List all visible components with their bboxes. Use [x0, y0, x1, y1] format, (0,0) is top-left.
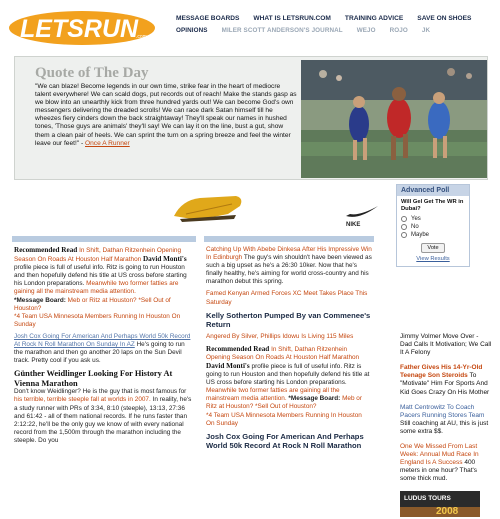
story-extra-link[interactable]: Meanwhile two former fatties are gaining all the mainstream media attention.: [206, 387, 340, 403]
story-body: Don't know Weidlinger? He is the guy that is most famous for: [14, 388, 187, 396]
sidebar-story-link[interactable]: Father Gives His 14-Yr-Old Teenage Son Steroids: [400, 364, 483, 380]
radio-button[interactable]: [401, 232, 407, 238]
nav-opinions[interactable]: OPINIONS: [176, 27, 208, 34]
poll-option-label: No: [411, 224, 419, 230]
site-header: [0, 0, 500, 54]
sidebar-story: [400, 364, 492, 396]
story-headline-link[interactable]: In Shift, Dathan Ritzenhein Opening Season On Roads At Houston Half Marathon: [14, 247, 182, 264]
story-headline[interactable]: Günther Weidlinger Looking For History At Vienna Marathon: [14, 369, 173, 388]
sidebar-story-link[interactable]: One We Missed From Last Week: Annual Mud Race In England Is A Success: [400, 443, 479, 467]
poll-question: Will Gel Get The WR in Dubai?: [401, 199, 464, 212]
story-body: He's going to run the marathon and then go another 20 laps on the Sun Devil track. Pretty cool if you ask us.: [14, 341, 185, 365]
sidebar-story: [400, 443, 492, 483]
logo-suffix: .com: [136, 34, 147, 40]
recommended-read-label: Recommended Read: [206, 344, 270, 353]
nav-what-is-letsrun[interactable]: WHAT IS LETSRUN.COM: [253, 15, 331, 22]
message-board-link[interactable]: *Sell Out of Houston?: [14, 296, 171, 312]
message-board-label: *Message Board:: [14, 296, 66, 304]
letsrun-logo[interactable]: [8, 9, 156, 47]
message-board-link[interactable]: *Sell Out of Houston?: [255, 403, 317, 411]
sidebar-story-text: Still coaching at AU, this is just some extra $$.: [400, 419, 489, 435]
nav-rojo[interactable]: ROJO: [389, 27, 408, 34]
sidebar-story-text[interactable]: Jimmy Volmer Move Over - Dad Calls It Motivation; We Call It A Felony: [400, 333, 492, 357]
story-headline-link[interactable]: Famed Kenyan Armed Forces XC Meet Takes Place This Saturday: [206, 290, 368, 306]
radio-button[interactable]: [401, 216, 407, 222]
right-sidebar: [392, 184, 492, 517]
ludus-text: LUDUS TOURS: [404, 494, 451, 502]
story-headline-link[interactable]: Josh Cox Going For American And Perhaps World 50k Record At Rock N Roll Marathon On Sunday In AZ: [14, 332, 191, 349]
story-author: David Monti's: [142, 255, 187, 264]
story-headline-link[interactable]: In Shift, Dathan Ritzenhein Opening Season On Roads At Houston Half Marathon: [206, 345, 360, 361]
story-headline-link[interactable]: Angered By Silver, Phillips Idowu Is Living 115 Miles: [206, 332, 354, 340]
quote-body: "We can blaze! Become legends in our own time, strike fear in the heart of mediocre talent everywhere! We can scald dogs, put records out of reach! Make the stands gasp as we blow into an unearthly kick from three hundred yards out! We can become God's own messengers delivering the dreaded scrolls! We can race dark Satan himself till he wheezes fiery cinders down the back straightaway! They'll speak our names in hushed tones, 'Those guys are animals' they'll say! We can lay it on the line, bust a gut, show them a clean pair of heels. We can sprint the turn on a spring breeze and feel the winter leave our feet!" -: [35, 83, 297, 147]
story-headline[interactable]: Kelly Sotherton Pumped By van Commenee's Return: [206, 310, 371, 329]
story-headline-link[interactable]: Catching Up With Abebe Dinkesa After His Impressive Win In Edinburgh: [206, 246, 372, 262]
sidebar-story-text: To "Motivate" Him For Sports And Kid Goes Crazy On His Mother: [400, 372, 490, 396]
story-body: profile piece is full of useful info. Ritz is going to run Houston and then hopefully defend his title at US cross before starting his London preparations.: [14, 264, 187, 288]
story-author: David Monti's: [206, 361, 250, 370]
story-ritzenhein: [14, 246, 194, 329]
nav-wejo[interactable]: WEJO: [356, 27, 376, 34]
nike-ad-banner[interactable]: [14, 186, 386, 230]
story-weidlinger: [14, 369, 194, 445]
sidebar-story: [400, 333, 492, 357]
nav-jk[interactable]: JK: [421, 27, 431, 34]
story-body: In reality, he's a study runner with PRs of 3:34, 8:10 (steeple), 13:13, 27:36 and 61:42 - all of them national records. If he runs faster than 2:12:22, he'll be the only guy we know of with every national record from the 1,500m through the marathon including the steeple. Do you: [14, 396, 192, 444]
story-extra-link[interactable]: Meanwhile two former fatties are gaining all the mainstream media attention.: [14, 280, 179, 296]
nav-training-advice[interactable]: TRAINING ADVICE: [344, 15, 404, 22]
story-josh-cox: [14, 333, 194, 365]
sidebar-stories: [392, 333, 492, 484]
message-board-label: *Message Board:: [288, 395, 341, 403]
quote-attribution-link[interactable]: Once A Runner: [85, 139, 130, 147]
sidebar-story: [400, 404, 492, 436]
team-usa-link[interactable]: *4 Team USA Minnesota Members Running In Houston On Sunday: [206, 411, 362, 427]
story-ritzenhein-repeat: [206, 345, 372, 428]
middle-news-column: [204, 236, 374, 454]
quote-text: [35, 83, 297, 148]
story-sotherton: [206, 311, 372, 329]
story-kenyan-xc: [206, 290, 372, 306]
story-inline-link[interactable]: his terrible, terrible steeple fall at worlds in 2007.: [14, 396, 151, 404]
nav-save-on-shoes[interactable]: SAVE ON SHOES: [417, 15, 472, 22]
vote-button[interactable]: Vote: [421, 243, 445, 253]
message-board-link[interactable]: Meb or Ritz at Houston?: [67, 296, 137, 304]
nav-message-boards[interactable]: MESSAGE BOARDS: [176, 15, 240, 22]
story-dinkesa: [206, 246, 372, 286]
runner-photo: [301, 60, 487, 178]
message-board-link[interactable]: Meb or Ritz at Houston?: [206, 395, 362, 411]
nike-brand-text: NIKE: [346, 222, 361, 228]
poll-header: Advanced Poll: [397, 185, 469, 196]
story-body: The guy's win shouldn't have been viewed as such a big upset as he's a 26:30 10ker. Now that he's finally healthy, he's aiming for world cross-country and his marathon debut this spring.: [206, 254, 372, 286]
logo-text: LETSRUN: [20, 15, 139, 43]
poll-option-maybe[interactable]: [397, 231, 469, 239]
nav-scott-anderson-journal[interactable]: MILER SCOTT ANDERSON'S JOURNAL: [221, 27, 343, 34]
left-news-column: [12, 236, 196, 449]
main-nav: [176, 15, 498, 34]
sidebar-story-text: 400 meters in one hour? That's some thick mud.: [400, 459, 477, 483]
recommended-read-label: Recommended Read: [14, 246, 78, 254]
poll-option-no[interactable]: [397, 223, 469, 231]
poll-option-yes[interactable]: [397, 215, 469, 223]
story-headline[interactable]: Josh Cox Going For American And Perhaps World 50k Record At Rock N Roll Marathon: [206, 431, 364, 450]
quote-of-the-day-panel: [14, 56, 488, 180]
story-body: profile piece is full of useful info. Ritz is going to run Houston and then hopefully defend his title at US cross before starting his London preparations.: [206, 362, 370, 387]
sidebar-story-link[interactable]: Matt Centrowitz To Coach Pacers Running Stores Team: [400, 403, 485, 419]
ludus-year: 2008: [436, 505, 459, 517]
quote-title: Quote of The Day: [35, 65, 149, 81]
view-results-link[interactable]: View Results: [416, 256, 450, 262]
advanced-poll: [396, 184, 470, 267]
radio-button[interactable]: [401, 224, 407, 230]
story-idowu: [206, 333, 372, 341]
story-josh-cox-repeat: [206, 432, 372, 450]
ludus-tours-ad[interactable]: [400, 491, 480, 517]
poll-option-label: Yes: [411, 216, 421, 222]
team-usa-link[interactable]: *4 Team USA Minnesota Members Running In Houston On Sunday: [14, 312, 181, 328]
poll-option-label: Maybe: [411, 232, 430, 238]
